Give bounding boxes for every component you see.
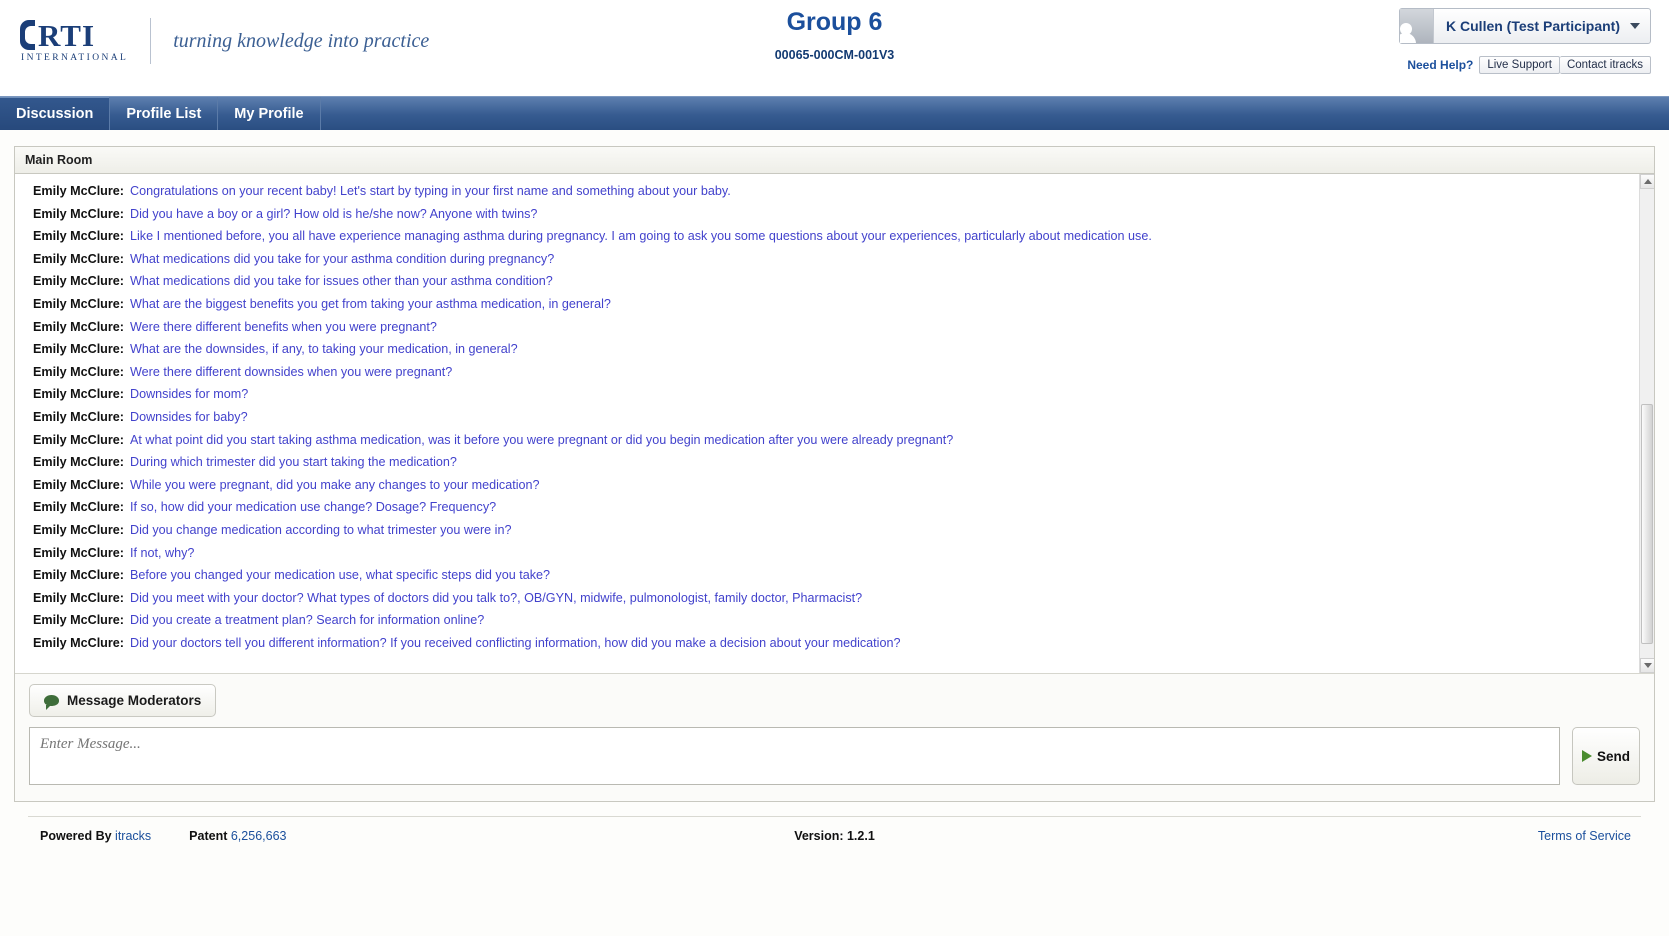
message-text: Downsides for mom? [129, 387, 249, 402]
message-author: Emily McClure: [33, 455, 124, 470]
tab-discussion[interactable]: Discussion [0, 97, 110, 130]
message-row [33, 496, 1629, 519]
message-text: Did you meet with your doctor? What types of doctors did you talk to?, OB/GYN, midwife, pulmonologist, family doctor, Pharmacist? [129, 590, 863, 605]
contact-itracks-button[interactable]: Contact itracks [1560, 56, 1651, 74]
message-row [33, 609, 1629, 632]
version-label: Version: 1.2.1 [794, 829, 875, 843]
message-text: Like I mentioned before, you all have experience managing asthma during pregnancy. I am going to ask you some questions about your experiences, particularly about medication use. [129, 229, 1152, 244]
message-composer [15, 674, 1654, 801]
message-text: Did you create a treatment plan? Search for information online? [129, 613, 485, 628]
powered-by-label: Powered By [40, 829, 112, 843]
message-row [33, 338, 1629, 361]
send-label: Send [1596, 748, 1630, 764]
message-row [33, 293, 1629, 316]
message-row [33, 587, 1629, 610]
compose-row [29, 727, 1640, 785]
itracks-link[interactable]: itracks [115, 829, 152, 843]
help-bar [1407, 56, 1651, 74]
patent-number[interactable]: 6,256,663 [230, 829, 287, 843]
patent-label: Patent [189, 829, 228, 843]
message-author: Emily McClure: [33, 251, 124, 266]
user-name-label: K Cullen (Test Participant) [1446, 18, 1620, 34]
user-menu[interactable] [1399, 8, 1651, 44]
message-row [33, 632, 1629, 655]
page-content [0, 130, 1669, 936]
message-text: Did your doctors tell you different information? If you received conflicting information, how did you make a decision about your medication? [129, 635, 901, 650]
message-text: Were there different downsides when you were pregnant? [129, 364, 453, 379]
need-help-label: Need Help? [1407, 58, 1474, 72]
transcript-scrollbar[interactable] [1639, 174, 1654, 673]
message-text: Congratulations on your recent baby! Let's start by typing in your first name and something about your baby. [129, 184, 731, 198]
main-nav [0, 96, 1669, 130]
message-row [33, 474, 1629, 497]
message-row [33, 316, 1629, 339]
message-author: Emily McClure: [33, 522, 124, 537]
message-author: Emily McClure: [33, 613, 124, 628]
message-author: Emily McClure: [33, 274, 124, 289]
message-moderators-button[interactable] [29, 684, 216, 717]
message-author: Emily McClure: [33, 296, 124, 311]
send-arrow-icon [1582, 750, 1592, 762]
message-row [33, 361, 1629, 384]
message-input[interactable] [29, 727, 1560, 785]
scroll-up-arrow-icon[interactable] [1640, 174, 1654, 189]
chat-bubble-icon [44, 695, 59, 706]
message-author: Emily McClure: [33, 364, 124, 379]
message-author: Emily McClure: [33, 568, 124, 583]
message-list [15, 174, 1639, 673]
page-header [0, 0, 1669, 96]
message-row [33, 519, 1629, 542]
message-row [33, 451, 1629, 474]
tab-profile-list[interactable]: Profile List [110, 97, 218, 130]
message-text: What are the downsides, if any, to taking your medication, in general? [129, 342, 518, 357]
message-text: Before you changed your medication use, what specific steps did you take? [129, 568, 551, 583]
message-text: During which trimester did you start taking the medication? [129, 455, 457, 470]
avatar [1400, 9, 1434, 43]
rti-wordmark: RTI [38, 17, 96, 53]
message-author: Emily McClure: [33, 635, 124, 650]
chevron-down-icon [1630, 23, 1640, 29]
live-support-button[interactable]: Live Support [1479, 56, 1560, 74]
message-text: Did you change medication according to what trimester you were in? [129, 522, 512, 537]
message-author: Emily McClure: [33, 319, 124, 334]
message-author: Emily McClure: [33, 184, 124, 198]
message-author: Emily McClure: [33, 387, 124, 402]
message-row [33, 542, 1629, 565]
scrollbar-thumb[interactable] [1641, 404, 1653, 644]
message-author: Emily McClure: [33, 206, 124, 221]
tab-my-profile[interactable]: My Profile [218, 97, 320, 130]
rti-logo-subtext: INTERNATIONAL [21, 52, 129, 63]
transcript-area [15, 174, 1654, 674]
message-row [33, 406, 1629, 429]
message-row [33, 248, 1629, 271]
message-text: If not, why? [129, 545, 195, 560]
message-row [33, 270, 1629, 293]
message-row [33, 429, 1629, 452]
brand-tagline: turning knowledge into practice [173, 29, 430, 52]
message-row [33, 180, 1629, 203]
message-author: Emily McClure: [33, 477, 124, 492]
message-author: Emily McClure: [33, 590, 124, 605]
message-row [33, 225, 1629, 248]
message-row [33, 203, 1629, 226]
message-text: If so, how did your medication use change? Dosage? Frequency? [129, 500, 497, 515]
message-text: At what point did you start taking asthma medication, was it before you were pregnant or did you begin medication after you were already pregnant? [129, 432, 954, 447]
message-text: What are the biggest benefits you get from taking your asthma medication, in general? [129, 296, 611, 311]
message-author: Emily McClure: [33, 409, 124, 424]
message-text: While you were pregnant, did you make any changes to your medication? [129, 477, 540, 492]
room-title: Main Room [15, 147, 1654, 174]
message-text: What medications did you take for issues other than your asthma condition? [129, 274, 553, 289]
send-button[interactable] [1572, 727, 1640, 785]
message-author: Emily McClure: [33, 229, 124, 244]
scroll-down-arrow-icon[interactable] [1640, 658, 1654, 673]
message-moderators-label: Message Moderators [67, 693, 202, 708]
page-title: Group 6 [786, 8, 883, 36]
message-author: Emily McClure: [33, 500, 124, 515]
terms-of-service-link[interactable]: Terms of Service [1537, 829, 1631, 843]
page-footer [28, 816, 1641, 856]
group-code: 00065-000CM-001V3 [774, 48, 895, 62]
message-row [33, 383, 1629, 406]
message-row [33, 564, 1629, 587]
message-author: Emily McClure: [33, 545, 124, 560]
message-text: Did you have a boy or a girl? How old is he/she now? Anyone with twins? [129, 206, 538, 221]
discussion-panel [14, 146, 1655, 802]
message-text: Downsides for baby? [129, 409, 248, 424]
message-text: Were there different benefits when you were pregnant? [129, 319, 437, 334]
message-text: What medications did you take for your asthma condition during pregnancy? [129, 251, 555, 266]
message-author: Emily McClure: [33, 432, 124, 447]
message-author: Emily McClure: [33, 342, 124, 357]
